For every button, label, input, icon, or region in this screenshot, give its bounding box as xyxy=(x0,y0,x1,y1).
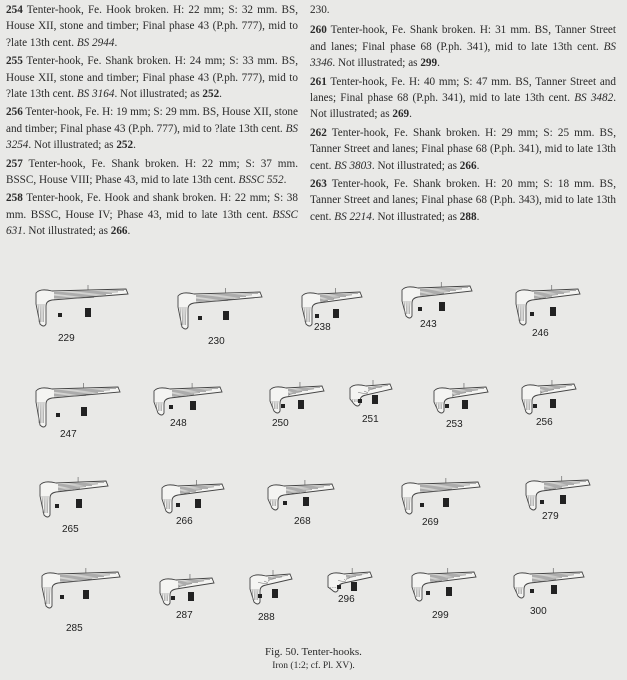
figure-number-label: 253 xyxy=(446,419,463,430)
figure-caption xyxy=(0,645,627,673)
catalogue-entry: 256 Tenter-hook, Fe. H: 19 mm; S: 29 mm. BS, House XII, stone and timber; Final phase 43 (P.ph. 777), mid to ?late 13th cent. BS 3254. Not illustrated; as 252. xyxy=(6,106,298,152)
figure-number-label: 247 xyxy=(60,429,77,440)
tenter-hook-drawing xyxy=(154,574,216,621)
tenter-hook-drawing xyxy=(36,568,122,634)
entry-cross-reference: 266 xyxy=(459,159,477,172)
figure-number-label: 288 xyxy=(258,612,275,623)
catalogue-entry: 263 Tenter-hook, Fe. Shank broken. H: 20 mm; S: 18 mm. BS, Tanner Street and lanes; Final phase 68 (P.ph. 343), mid to late 13th cent. BS 2214. Not illustrated; as 288. xyxy=(310,178,616,223)
figure-number-label: 296 xyxy=(338,594,355,605)
tenter-hook-icon xyxy=(34,477,110,521)
tenter-hook-icon xyxy=(172,288,264,333)
catalogue-entry: 262 Tenter-hook, Fe. Shank broken. H: 29 mm; S: 25 mm. BS, Tanner Street and lanes; Final phase 68 (P.ph. 341), mid to late 13th cent. BS 3803. Not illustrated; as 266. xyxy=(310,126,616,172)
tenter-hook-drawing xyxy=(264,382,326,429)
figure-number-label: 268 xyxy=(294,516,311,527)
entry-description: Tenter-hook, Fe. Shank broken. H: 22 mm; S: 37 mm. BSSC, House VIII; Phase 43, mid to late 13th cent. xyxy=(6,157,298,187)
catalogue-entry: 261 Tenter-hook, Fe. H: 40 mm; S: 47 mm. BS, Tanner Street and lanes; Final phase 68 (P.ph. 341), mid to late 13th cent. BS 3482. Not illustrated; as 269. xyxy=(310,75,616,121)
entry-number: 256 xyxy=(6,106,23,119)
catalogue-entry xyxy=(6,2,298,51)
figure-number-label: 238 xyxy=(314,322,331,333)
entry-reference: BS 2214 xyxy=(334,210,372,223)
tenter-hook-drawing xyxy=(406,568,478,621)
entry-description: Tenter-hook, Fe. H: 19 mm; S: 29 mm. BS, House XII, stone and timber; Final phase 43 (P.ph. 777), mid to ?late 13th cent. xyxy=(6,106,298,135)
tenter-hook-icon xyxy=(148,383,224,419)
tenter-hook-icon xyxy=(396,282,474,322)
tenter-hook-drawing xyxy=(156,480,226,527)
entry-number: 260 xyxy=(310,24,327,37)
tenter-hook-icon xyxy=(264,382,326,417)
tenter-hook-icon xyxy=(406,568,478,605)
entry-reference: BS 3346 xyxy=(310,40,616,70)
figure-number-label: 285 xyxy=(66,623,83,634)
entry-number: 263 xyxy=(310,178,327,191)
tenter-hook-icon xyxy=(520,476,592,514)
entry-cross-reference: 252 xyxy=(202,88,220,101)
tenter-hook-drawing xyxy=(428,383,490,430)
entry-reference: BS 2944 xyxy=(76,36,115,49)
tenter-hook-drawing xyxy=(396,282,474,330)
figure-number-label: 300 xyxy=(530,606,547,617)
tenter-hook-icon xyxy=(262,480,336,514)
entry-reference: BS 3803 xyxy=(334,159,372,172)
catalogue-entry xyxy=(6,156,298,189)
figure-number-label: 230 xyxy=(208,336,225,347)
tenter-hook-drawing xyxy=(508,568,586,617)
entry-description: Tenter-hook, Fe. Shank broken. H: 20 mm; S: 18 mm. BS, Tanner Street and lanes; Final phase 68 (P.ph. 343), mid to late 13th cent. xyxy=(310,178,616,223)
figure-number-label: 250 xyxy=(272,418,289,429)
tenter-hook-drawing xyxy=(322,568,374,605)
figure-number-label: 246 xyxy=(532,328,549,339)
continued-text: 230. xyxy=(310,4,330,16)
entry-number: 254 xyxy=(6,4,23,16)
tenter-hook-drawing xyxy=(30,383,122,440)
entry-reference: BSSC 552 xyxy=(238,174,284,187)
entry-number: 258 xyxy=(6,192,23,205)
entry-reference: BSSC 631 xyxy=(6,208,298,238)
entry-number: 261 xyxy=(310,75,327,88)
tenter-hook-drawing xyxy=(244,570,294,623)
tenter-hook-icon xyxy=(516,380,578,418)
entry-reference: BS 3164 xyxy=(76,88,115,101)
tenter-hook-drawing xyxy=(148,383,224,429)
figure-number-label: 248 xyxy=(170,418,187,429)
tenter-hook-drawing xyxy=(396,478,482,528)
entry-tail: . Not illustrated; as xyxy=(310,92,616,121)
figure-number-label: 243 xyxy=(420,319,437,330)
figure-plate xyxy=(0,280,627,650)
entry-cross-reference: 252 xyxy=(116,139,134,152)
tenter-hook-icon xyxy=(30,383,122,431)
entry-cross-reference: 299 xyxy=(420,57,438,70)
entry-cross-reference: 269 xyxy=(392,108,410,121)
figure-number-label: 256 xyxy=(536,417,553,428)
tenter-hook-drawing xyxy=(34,477,110,535)
figure-number-label: 287 xyxy=(176,610,193,621)
tenter-hook-drawing xyxy=(344,380,394,425)
tenter-hook-icon xyxy=(322,568,374,596)
catalogue-entry: 260 Tenter-hook, Fe. Shank broken. H: 31 mm. BS, Tanner Street and lanes; Final phase 68 (P.ph. 341), mid to late 13th cent. BS 3346. Not illustrated; as 299. xyxy=(310,24,616,70)
tenter-hook-icon xyxy=(244,570,294,608)
tenter-hook-drawing xyxy=(172,288,264,347)
tenter-hook-drawing xyxy=(516,380,578,428)
tenter-hook-icon xyxy=(508,568,586,602)
caption-subtitle: Iron (1:2; cf. Pl. XV). xyxy=(272,661,355,671)
tenter-hook-icon xyxy=(510,285,582,329)
entry-number: 255 xyxy=(6,55,23,68)
entry-description: Tenter-hook, Fe. Shank broken. H: 29 mm; S: 25 mm. BS, Tanner Street and lanes; Final phase 68 (P.ph. 341), mid to late 13th cent. xyxy=(310,126,616,172)
tenter-hook-drawing xyxy=(520,476,592,522)
tenter-hook-drawing xyxy=(510,285,582,339)
left-text-column xyxy=(6,2,298,242)
catalogue-entry: 255 Tenter-hook, Fe. Shank broken. H: 24 mm; S: 33 mm. BS, House XII, stone and timber; Final phase 43 (P.ph. 777), mid to ?late 13th cent. BS 3164. Not illustrated; as 252. xyxy=(6,55,298,101)
entry-tail: . xyxy=(114,36,118,49)
entry-tail: . Not illustrated; as xyxy=(114,88,203,101)
tenter-hook-drawing xyxy=(296,288,364,333)
entry-cross-reference: 266 xyxy=(110,225,128,238)
entry-description: Tenter-hook, Fe. Shank broken. H: 24 mm; S: 33 mm. BS, House XII, stone and timber; Final phase 43 (P.ph. 777), mid to ?late 13th cent. xyxy=(6,55,298,101)
entry-tail: . xyxy=(283,174,287,187)
figure-number-label: 251 xyxy=(362,414,379,425)
figure-number-label: 229 xyxy=(58,333,75,344)
entry-description: Tenter-hook, Fe. Shank broken. H: 31 mm. BS, Tanner Street and lanes; Final phase 68 (P.ph. 341), mid to late 13th cent. xyxy=(310,24,616,53)
entry-reference: BS 3482 xyxy=(574,92,614,105)
tenter-hook-icon xyxy=(154,574,216,609)
tenter-hook-icon xyxy=(156,480,226,517)
entry-reference: BS 3254 xyxy=(6,122,298,152)
entry-cross-reference: 288 xyxy=(459,210,477,223)
tenter-hook-icon xyxy=(344,380,394,410)
tenter-hook-drawing xyxy=(262,480,336,527)
entry-description: Tenter-hook, Fe. Hook broken. H: 22 mm; S: 32 mm. BS, House XII, stone and timber; Final phase 43 (P.ph. 777), mid to ?late 13th cent. xyxy=(6,4,298,49)
tenter-hook-drawing xyxy=(30,285,130,344)
caption-title: Fig. 50. Tenter-hooks. xyxy=(265,646,362,658)
tenter-hook-icon xyxy=(30,285,130,330)
tenter-hook-icon xyxy=(36,568,122,612)
entry-tail: . Not illustrated; as xyxy=(371,159,460,172)
figure-number-label: 299 xyxy=(432,610,449,621)
right-text-column xyxy=(310,2,616,227)
entry-number: 262 xyxy=(310,126,327,139)
entry-tail: . Not illustrated; as xyxy=(22,225,111,238)
figure-number-label: 269 xyxy=(422,517,439,528)
catalogue-entry: 258 Tenter-hook, Fe. Hook and shank broken. H: 22 mm; S: 38 mm. BSSC, House IV; Phase 43, mid to late 13th cent. BSSC 631. Not illustrated; as 266. xyxy=(6,192,298,238)
figure-number-label: 279 xyxy=(542,511,559,522)
entry-description: Tenter-hook, Fe. Hook and shank broken. H: 22 mm; S: 38 mm. BSSC, House IV; Phase 43, mid to late 13th cent. xyxy=(6,192,298,221)
figure-number-label: 266 xyxy=(176,516,193,527)
entry-tail: . Not illustrated; as xyxy=(371,210,460,223)
entry-description: Tenter-hook, Fe. H: 40 mm; S: 47 mm. BS, Tanner Street and lanes; Final phase 68 (P.ph. 341), mid to late 13th cent. xyxy=(310,75,616,105)
entry-number: 257 xyxy=(6,157,23,170)
tenter-hook-icon xyxy=(428,383,490,417)
figure-number-label: 265 xyxy=(62,524,79,535)
entry-tail: . Not illustrated; as xyxy=(332,57,421,70)
tenter-hook-icon xyxy=(396,478,482,518)
entry-tail: . Not illustrated; as xyxy=(28,139,117,152)
